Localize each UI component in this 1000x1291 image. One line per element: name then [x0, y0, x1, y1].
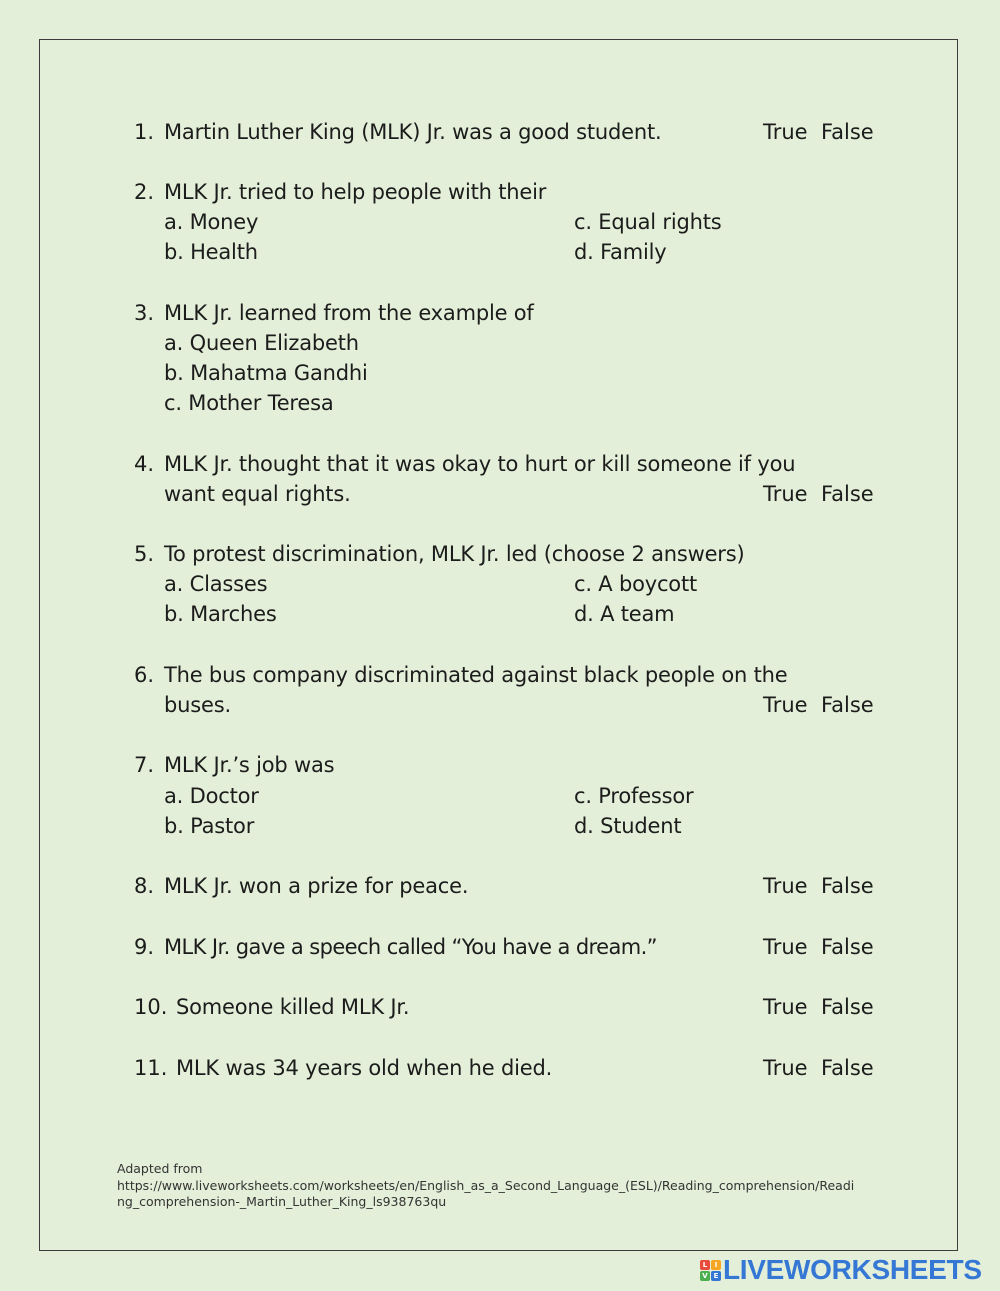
logo-text: LIVEWORKSHEETS [723, 1254, 982, 1285]
question-text: To protest discrimination, MLK Jr. led (choose 2 answers) [164, 542, 745, 566]
answer-option[interactable]: b. Health [164, 240, 258, 264]
false-label[interactable]: False [821, 482, 874, 506]
true-label[interactable]: True [763, 874, 808, 898]
false-label[interactable]: False [821, 120, 874, 144]
question-number: 3. [134, 301, 155, 325]
answer-option[interactable]: a. Classes [164, 572, 268, 596]
question-text: MLK Jr. tried to help people with their [164, 180, 547, 204]
true-false-choice [763, 871, 874, 901]
true-false-choice [763, 932, 874, 962]
question-number: 4. [134, 452, 155, 476]
false-label[interactable]: False [821, 995, 874, 1019]
false-label[interactable]: False [821, 874, 874, 898]
question-text: buses. [164, 693, 231, 717]
answer-option[interactable]: c. A boycott [574, 572, 698, 596]
question-text: MLK Jr. gave a speech called “You have a dream.” [164, 935, 657, 959]
attribution-url[interactable]: https://www.liveworksheets.com/worksheets/en/English_as_a_Second_Language_(ESL)/Reading_comprehension/Readi [117, 1177, 855, 1193]
answer-option[interactable]: a. Doctor [164, 784, 259, 808]
true-label[interactable]: True [763, 995, 808, 1019]
logo-mark-e: E [711, 1271, 721, 1281]
answer-option[interactable]: d. A team [574, 602, 675, 626]
question-text: want equal rights. [164, 482, 351, 506]
question-number: 8. [134, 874, 155, 898]
question-number: 6. [134, 663, 155, 687]
attribution-url-cont[interactable]: ng_comprehension-_Martin_Luther_King_ls938763qu [117, 1194, 447, 1209]
attribution-label: Adapted from [117, 1161, 203, 1176]
answer-option[interactable]: d. Family [574, 240, 667, 264]
question-text: Martin Luther King (MLK) Jr. was a good student. [164, 120, 662, 144]
answer-option[interactable]: c. Equal rights [574, 210, 722, 234]
answer-option[interactable]: c. Mother Teresa [164, 391, 334, 415]
question-text: The bus company discriminated against black people on the [164, 663, 788, 687]
question-text: MLK Jr.’s job was [164, 753, 335, 777]
true-label[interactable]: True [763, 935, 808, 959]
question-text: MLK Jr. thought that it was okay to hurt or kill someone if you [164, 452, 796, 476]
answer-option[interactable]: b. Mahatma Gandhi [164, 361, 368, 385]
question-number: 5. [134, 542, 155, 566]
question-number: 11. [134, 1056, 168, 1080]
question-number: 9. [134, 935, 155, 959]
answer-option[interactable]: b. Pastor [164, 814, 255, 838]
true-label[interactable]: True [763, 693, 808, 717]
logo-mark-i: I [711, 1260, 721, 1270]
question-text: Someone killed MLK Jr. [176, 995, 410, 1019]
question-number: 7. [134, 753, 155, 777]
answer-option[interactable]: b. Marches [164, 602, 277, 626]
true-false-choice [763, 117, 874, 147]
true-false-choice [763, 992, 874, 1022]
source-attribution [117, 1161, 854, 1211]
answer-option[interactable]: d. Student [574, 814, 682, 838]
true-label[interactable]: True [763, 120, 808, 144]
logo-mark-icon [700, 1260, 721, 1281]
answer-option[interactable]: a. Money [164, 210, 259, 234]
true-false-choice [763, 1053, 874, 1083]
question-text: MLK Jr. learned from the example of [164, 301, 534, 325]
liveworksheets-logo[interactable] [700, 1255, 982, 1285]
true-false-choice [763, 479, 874, 509]
true-false-choice [763, 690, 874, 720]
question-number: 1. [134, 120, 155, 144]
question-number: 10. [134, 995, 168, 1019]
question-text: MLK was 34 years old when he died. [176, 1056, 553, 1080]
logo-mark-v: V [700, 1271, 710, 1281]
false-label[interactable]: False [821, 693, 874, 717]
answer-option[interactable]: c. Professor [574, 784, 694, 808]
true-label[interactable]: True [763, 482, 808, 506]
false-label[interactable]: False [821, 935, 874, 959]
true-label[interactable]: True [763, 1056, 808, 1080]
false-label[interactable]: False [821, 1056, 874, 1080]
answer-option[interactable]: a. Queen Elizabeth [164, 331, 359, 355]
question-number: 2. [134, 180, 155, 204]
question-text: MLK Jr. won a prize for peace. [164, 874, 469, 898]
logo-mark-l: L [700, 1260, 710, 1270]
